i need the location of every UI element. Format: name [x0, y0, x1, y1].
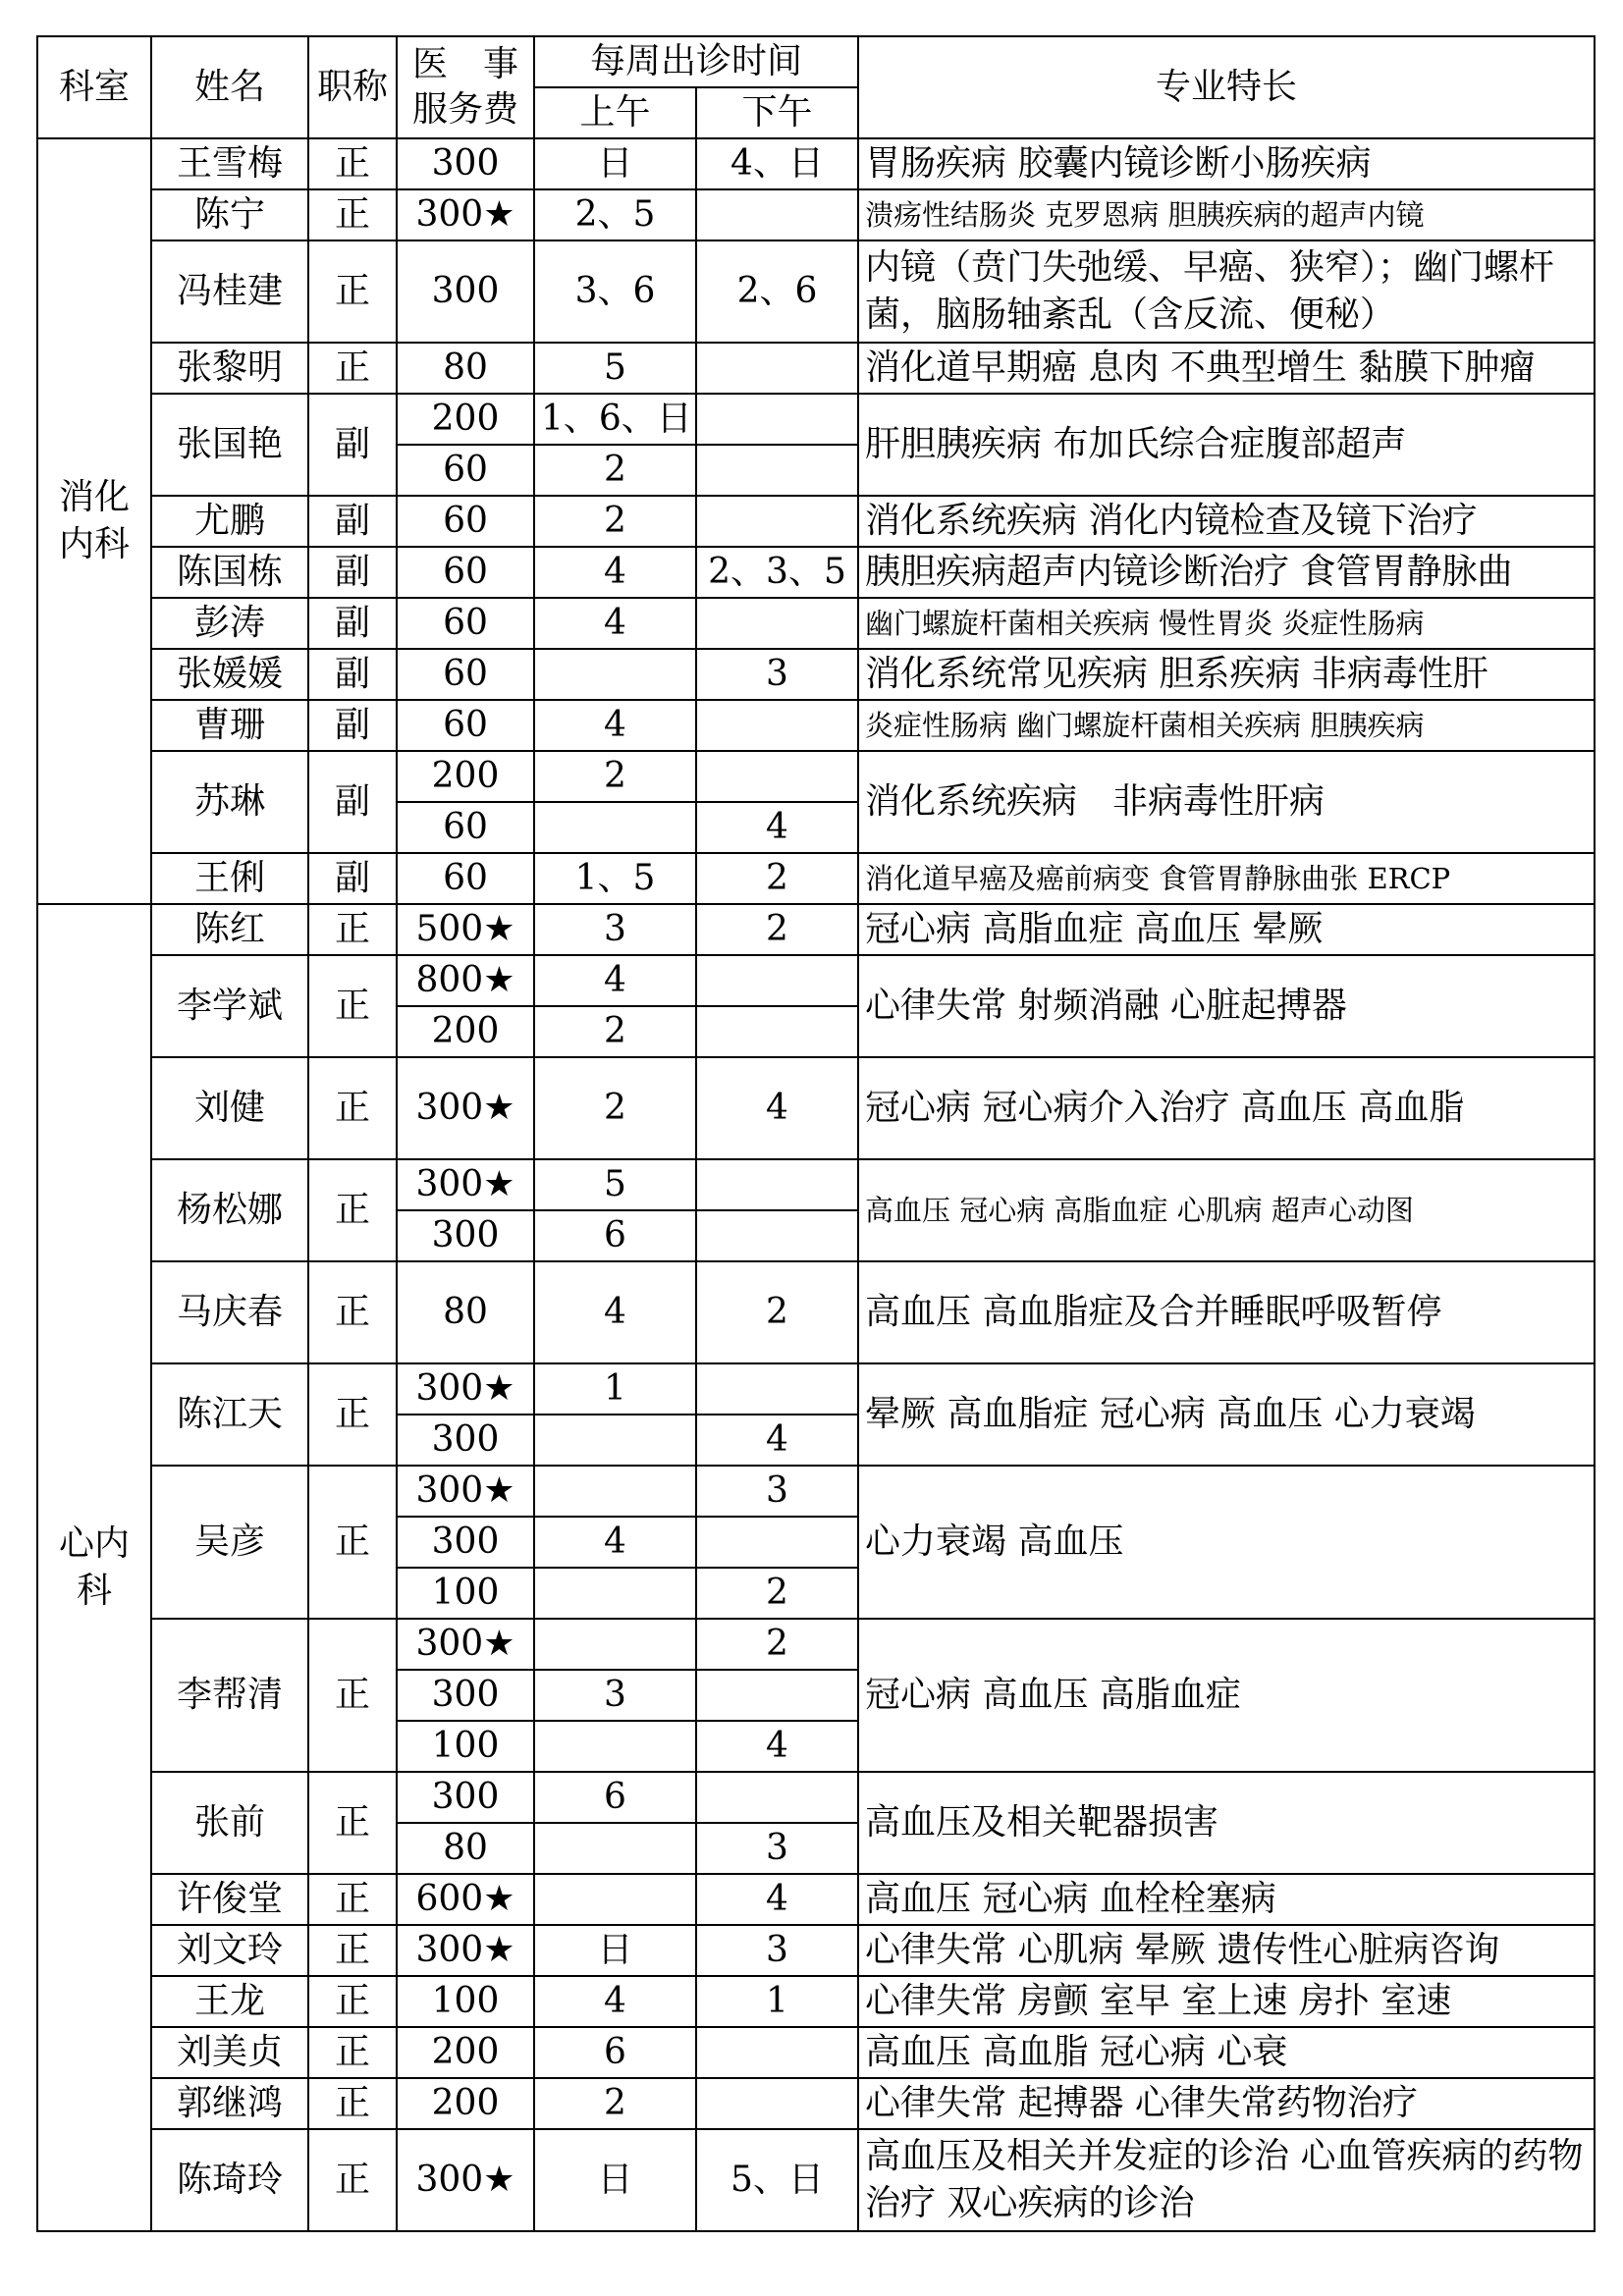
pm-cell [696, 394, 858, 445]
doctor-title: 正 [308, 1619, 397, 1772]
specialty-cell: 心律失常 射频消融 心脏起搏器 [858, 955, 1595, 1057]
pm-cell [696, 1772, 858, 1823]
doctor-title: 副 [308, 649, 397, 700]
doctor-title: 正 [308, 1874, 397, 1925]
specialty-cell: 高血压及相关并发症的诊治 心血管疾病的药物治疗 双心疾病的诊治 [858, 2129, 1595, 2231]
header-pm: 下午 [696, 87, 858, 138]
pm-cell [696, 2027, 858, 2078]
doctor-name: 杨松娜 [151, 1159, 308, 1261]
doctor-name: 刘美贞 [151, 2027, 308, 2078]
doctor-name: 王俐 [151, 853, 308, 904]
am-cell: 日 [534, 1925, 696, 1976]
doctor-title: 正 [308, 1925, 397, 1976]
specialty-cell: 炎症性肠病 幽门螺旋杆菌相关疾病 胆胰疾病 [858, 700, 1595, 751]
pm-cell: 2 [696, 1619, 858, 1670]
fee-cell: 300 [397, 1670, 534, 1721]
am-cell: 4 [534, 1517, 696, 1568]
pm-cell: 5、日 [696, 2129, 858, 2231]
fee-cell: 300 [397, 1415, 534, 1466]
doctor-name: 陈国栋 [151, 547, 308, 598]
doctor-title: 副 [308, 598, 397, 649]
doctor-title: 正 [308, 2027, 397, 2078]
pm-cell [696, 700, 858, 751]
doctor-name: 郭继鸿 [151, 2078, 308, 2129]
am-cell: 5 [534, 343, 696, 394]
doctor-name: 王雪梅 [151, 138, 308, 189]
doctor-title: 正 [308, 1057, 397, 1159]
fee-cell: 300 [397, 1210, 534, 1261]
specialty-cell: 心律失常 心肌病 晕厥 遗传性心脏病咨询 [858, 1925, 1595, 1976]
header-am: 上午 [534, 87, 696, 138]
dept-cell: 心内科 [37, 904, 151, 2231]
am-cell [534, 802, 696, 853]
doctor-name: 王龙 [151, 1976, 308, 2027]
pm-cell: 4 [696, 1721, 858, 1772]
specialty-cell: 高血压 高血脂症及合并睡眠呼吸暂停 [858, 1261, 1595, 1363]
specialty-cell: 肝胆胰疾病 布加氏综合症腹部超声 [858, 394, 1595, 496]
am-cell: 6 [534, 1772, 696, 1823]
pm-cell: 2 [696, 1261, 858, 1363]
specialty-cell: 冠心病 冠心病介入治疗 高血压 高血脂 [858, 1057, 1595, 1159]
specialty-cell: 高血压 冠心病 高脂血症 心肌病 超声心动图 [858, 1159, 1595, 1261]
pm-cell: 4 [696, 802, 858, 853]
pm-cell [696, 1517, 858, 1568]
am-cell: 3、6 [534, 240, 696, 343]
specialty-cell: 冠心病 高脂血症 高血压 晕厥 [858, 904, 1595, 955]
pm-cell: 3 [696, 1823, 858, 1874]
am-cell: 5 [534, 1159, 696, 1210]
pm-cell: 2、3、5 [696, 547, 858, 598]
fee-cell: 300★ [397, 1057, 534, 1159]
doctor-title: 副 [308, 394, 397, 496]
specialty-cell: 消化道早期癌 息肉 不典型增生 黏膜下肿瘤 [858, 343, 1595, 394]
outpatient-schedule-table [36, 35, 1596, 2232]
pm-cell: 3 [696, 1466, 858, 1517]
am-cell: 日 [534, 2129, 696, 2231]
fee-cell: 300 [397, 1517, 534, 1568]
fee-cell: 300★ [397, 189, 534, 240]
doctor-title: 正 [308, 240, 397, 343]
am-cell: 4 [534, 700, 696, 751]
am-cell [534, 1619, 696, 1670]
fee-cell: 200 [397, 394, 534, 445]
specialty-cell: 消化系统疾病 消化内镜检查及镜下治疗 [858, 496, 1595, 547]
fee-cell: 300★ [397, 2129, 534, 2231]
am-cell: 4 [534, 1261, 696, 1363]
pm-cell [696, 189, 858, 240]
am-cell [534, 1874, 696, 1925]
pm-cell [696, 445, 858, 496]
doctor-name: 马庆春 [151, 1261, 308, 1363]
doctor-title: 正 [308, 904, 397, 955]
doctor-title: 副 [308, 853, 397, 904]
header-name: 姓名 [151, 36, 308, 138]
fee-cell: 300 [397, 1772, 534, 1823]
fee-cell: 200 [397, 2078, 534, 2129]
doctor-title: 正 [308, 2078, 397, 2129]
fee-cell: 100 [397, 1976, 534, 2027]
doctor-name: 张前 [151, 1772, 308, 1874]
pm-cell: 4 [696, 1874, 858, 1925]
specialty-cell: 心力衰竭 高血压 [858, 1466, 1595, 1619]
doctor-name: 陈江天 [151, 1363, 308, 1466]
specialty-cell: 晕厥 高血脂症 冠心病 高血压 心力衰竭 [858, 1363, 1595, 1466]
fee-cell: 60 [397, 853, 534, 904]
doctor-name: 彭涛 [151, 598, 308, 649]
am-cell: 2 [534, 1057, 696, 1159]
doctor-title: 正 [308, 2129, 397, 2231]
fee-cell: 300 [397, 138, 534, 189]
doctor-title: 副 [308, 496, 397, 547]
fee-cell: 300 [397, 240, 534, 343]
pm-cell [696, 496, 858, 547]
specialty-cell: 高血压及相关靶器损害 [858, 1772, 1595, 1874]
pm-cell: 1 [696, 1976, 858, 2027]
fee-cell: 800★ [397, 955, 534, 1006]
fee-cell: 300★ [397, 1619, 534, 1670]
fee-cell: 60 [397, 649, 534, 700]
am-cell: 2 [534, 751, 696, 802]
doctor-title: 副 [308, 700, 397, 751]
doctor-title: 正 [308, 1466, 397, 1619]
specialty-cell: 胰胆疾病超声内镜诊断治疗 食管胃静脉曲 [858, 547, 1595, 598]
doctor-name: 刘健 [151, 1057, 308, 1159]
fee-cell: 60 [397, 547, 534, 598]
pm-cell [696, 955, 858, 1006]
fee-cell: 200 [397, 2027, 534, 2078]
fee-cell: 200 [397, 1006, 534, 1057]
pm-cell [696, 1159, 858, 1210]
fee-cell: 60 [397, 700, 534, 751]
fee-cell: 600★ [397, 1874, 534, 1925]
doctor-name: 李帮清 [151, 1619, 308, 1772]
specialty-cell: 高血压 高血脂 冠心病 心衰 [858, 2027, 1595, 2078]
fee-cell: 100 [397, 1721, 534, 1772]
doctor-title: 正 [308, 1363, 397, 1466]
specialty-cell: 幽门螺旋杆菌相关疾病 慢性胃炎 炎症性肠病 [858, 598, 1595, 649]
doctor-name: 尤鹏 [151, 496, 308, 547]
header-fee-line1: 医 事 [411, 44, 518, 84]
specialty-cell: 消化道早癌及癌前病变 食管胃静脉曲张 ERCP [858, 853, 1595, 904]
am-cell [534, 1568, 696, 1619]
pm-cell: 2、6 [696, 240, 858, 343]
doctor-name: 陈琦玲 [151, 2129, 308, 2231]
doctor-name: 陈宁 [151, 189, 308, 240]
doctor-title: 副 [308, 547, 397, 598]
am-cell: 4 [534, 547, 696, 598]
am-cell: 3 [534, 904, 696, 955]
doctor-name: 刘文玲 [151, 1925, 308, 1976]
fee-cell: 80 [397, 1261, 534, 1363]
fee-cell: 60 [397, 496, 534, 547]
specialty-cell: 内镜（贲门失弛缓、早癌、狭窄）；幽门螺杆菌，脑肠轴紊乱（含反流、便秘） [858, 240, 1595, 343]
doctor-name: 苏琳 [151, 751, 308, 853]
pm-cell [696, 598, 858, 649]
doctor-name: 许俊堂 [151, 1874, 308, 1925]
doctor-name: 吴彦 [151, 1466, 308, 1619]
am-cell: 4 [534, 1976, 696, 2027]
header-weekly: 每周出诊时间 [534, 36, 858, 87]
am-cell: 6 [534, 2027, 696, 2078]
doctor-title: 正 [308, 1159, 397, 1261]
am-cell: 1 [534, 1363, 696, 1415]
doctor-name: 张黎明 [151, 343, 308, 394]
am-cell: 日 [534, 138, 696, 189]
am-cell [534, 1415, 696, 1466]
am-cell: 6 [534, 1210, 696, 1261]
pm-cell [696, 1670, 858, 1721]
am-cell: 4 [534, 955, 696, 1006]
header-fee [397, 36, 534, 138]
specialty-cell: 心律失常 起搏器 心律失常药物治疗 [858, 2078, 1595, 2129]
pm-cell: 3 [696, 649, 858, 700]
am-cell: 2 [534, 445, 696, 496]
fee-cell: 300★ [397, 1466, 534, 1517]
fee-cell: 300★ [397, 1159, 534, 1210]
am-cell: 2、5 [534, 189, 696, 240]
pm-cell: 4 [696, 1057, 858, 1159]
specialty-cell: 溃疡性结肠炎 克罗恩病 胆胰疾病的超声内镜 [858, 189, 1595, 240]
specialty-cell: 冠心病 高血压 高脂血症 [858, 1619, 1595, 1772]
am-cell: 1、6、日 [534, 394, 696, 445]
am-cell: 4 [534, 598, 696, 649]
fee-cell: 60 [397, 598, 534, 649]
doctor-title: 正 [308, 955, 397, 1057]
doctor-name: 张媛媛 [151, 649, 308, 700]
doctor-name: 曹珊 [151, 700, 308, 751]
am-cell [534, 1721, 696, 1772]
specialty-cell: 高血压 冠心病 血栓栓塞病 [858, 1874, 1595, 1925]
doctor-name: 冯桂建 [151, 240, 308, 343]
fee-cell: 500★ [397, 904, 534, 955]
pm-cell [696, 2078, 858, 2129]
dept-cell: 消化内科 [37, 138, 151, 904]
fee-cell: 60 [397, 445, 534, 496]
pm-cell: 4 [696, 1415, 858, 1466]
doctor-title: 正 [308, 1772, 397, 1874]
doctor-title: 正 [308, 189, 397, 240]
pm-cell [696, 751, 858, 802]
doctor-name: 张国艳 [151, 394, 308, 496]
am-cell: 2 [534, 1006, 696, 1057]
header-fee-line2: 服务费 [411, 89, 518, 130]
doctor-title: 正 [308, 1261, 397, 1363]
doctor-name: 陈红 [151, 904, 308, 955]
am-cell: 2 [534, 2078, 696, 2129]
fee-cell: 60 [397, 802, 534, 853]
pm-cell: 2 [696, 853, 858, 904]
doctor-name: 李学斌 [151, 955, 308, 1057]
fee-cell: 200 [397, 751, 534, 802]
fee-cell: 80 [397, 343, 534, 394]
doctor-title: 正 [308, 138, 397, 189]
schedule-page [36, 35, 1594, 2232]
pm-cell [696, 343, 858, 394]
fee-cell: 300★ [397, 1925, 534, 1976]
am-cell [534, 1823, 696, 1874]
pm-cell: 3 [696, 1925, 858, 1976]
pm-cell [696, 1210, 858, 1261]
pm-cell: 2 [696, 1568, 858, 1619]
pm-cell [696, 1363, 858, 1415]
am-cell: 3 [534, 1670, 696, 1721]
header-title: 职称 [308, 36, 397, 138]
pm-cell: 4、日 [696, 138, 858, 189]
fee-cell: 300★ [397, 1363, 534, 1415]
am-cell [534, 649, 696, 700]
am-cell: 1、5 [534, 853, 696, 904]
pm-cell [696, 1006, 858, 1057]
specialty-cell: 心律失常 房颤 室早 室上速 房扑 室速 [858, 1976, 1595, 2027]
doctor-title: 副 [308, 751, 397, 853]
am-cell: 2 [534, 496, 696, 547]
pm-cell: 2 [696, 904, 858, 955]
header-dept: 科室 [37, 36, 151, 138]
doctor-title: 正 [308, 1976, 397, 2027]
specialty-cell: 胃肠疾病 胶囊内镜诊断小肠疾病 [858, 138, 1595, 189]
header-specialty: 专业特长 [858, 36, 1595, 138]
am-cell [534, 1466, 696, 1517]
specialty-cell: 消化系统疾病 非病毒性肝病 [858, 751, 1595, 853]
fee-cell: 100 [397, 1568, 534, 1619]
fee-cell: 80 [397, 1823, 534, 1874]
specialty-cell: 消化系统常见疾病 胆系疾病 非病毒性肝 [858, 649, 1595, 700]
doctor-title: 正 [308, 343, 397, 394]
